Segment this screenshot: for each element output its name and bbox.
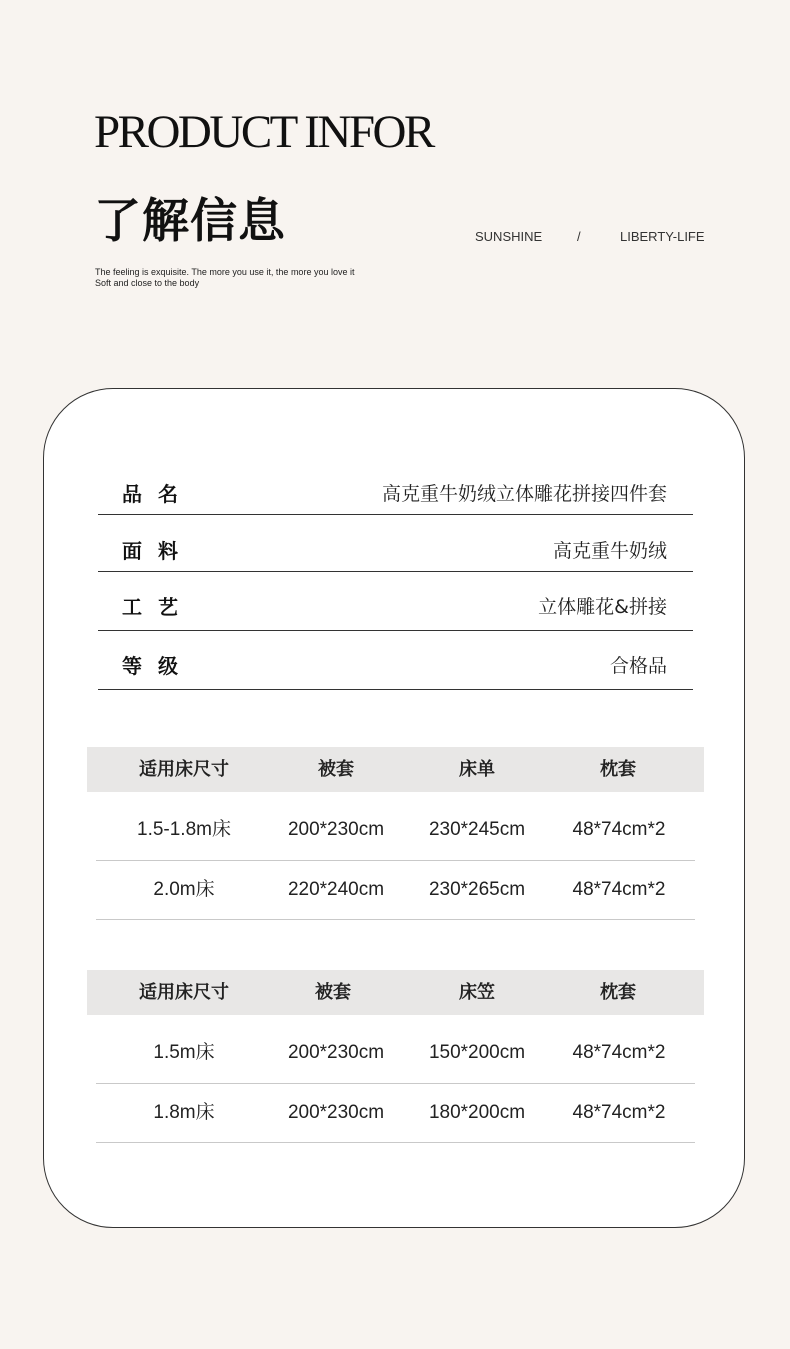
info-row-grade xyxy=(98,631,693,690)
size-table-1-header xyxy=(87,747,704,792)
table-cell: 220*240cm xyxy=(287,879,385,900)
table-cell: 2.0m床 xyxy=(153,879,215,900)
table-header-cell: 床单 xyxy=(459,759,495,780)
page-title-en: PRODUCT INFOR xyxy=(94,106,433,158)
table-cell: 48*74cm*2 xyxy=(572,819,666,840)
tagline-line-1: The feeling is exquisite. The more you use it, the more you love it xyxy=(95,267,355,277)
table-header-cell: 被套 xyxy=(318,759,354,780)
table-cell: 200*230cm xyxy=(287,819,385,840)
table-cell: 230*245cm xyxy=(428,819,526,840)
brand-right: LIBERTY-LIFE xyxy=(620,229,705,244)
info-row-fabric xyxy=(98,515,693,572)
brand-separator: / xyxy=(577,229,581,244)
info-value: 立体雕花&拼接 xyxy=(538,596,667,618)
table-row xyxy=(96,1084,695,1143)
table-cell: 180*200cm xyxy=(428,1102,526,1123)
table-row xyxy=(96,861,695,920)
table-header-cell: 床笠 xyxy=(459,982,495,1003)
page-title-cn: 了解信息 xyxy=(94,194,286,249)
tagline xyxy=(95,267,354,289)
table-cell: 230*265cm xyxy=(428,879,526,900)
table-header-cell: 适用床尺寸 xyxy=(139,759,229,780)
info-value: 高克重牛奶绒立体雕花拼接四件套 xyxy=(381,483,667,505)
table-row xyxy=(96,1024,695,1084)
table-header-cell: 枕套 xyxy=(600,759,636,780)
table-header-cell: 被套 xyxy=(315,982,351,1003)
info-value: 合格品 xyxy=(609,655,667,677)
info-label: 工艺 xyxy=(122,595,194,619)
info-label: 品名 xyxy=(122,482,194,506)
table-header-cell: 适用床尺寸 xyxy=(139,982,229,1003)
table-cell: 150*200cm xyxy=(428,1042,526,1063)
info-label: 等级 xyxy=(122,654,194,678)
table-cell: 48*74cm*2 xyxy=(572,1102,666,1123)
info-label: 面料 xyxy=(122,539,194,563)
table-cell: 1.8m床 xyxy=(153,1102,215,1123)
table-cell: 1.5-1.8m床 xyxy=(137,819,231,840)
tagline-line-2: Soft and close to the body xyxy=(95,278,200,288)
info-row-craft xyxy=(98,572,693,631)
table-cell: 200*230cm xyxy=(287,1102,385,1123)
table-cell: 1.5m床 xyxy=(153,1042,215,1063)
table-cell: 48*74cm*2 xyxy=(572,879,666,900)
table-row xyxy=(96,801,695,861)
size-table-2-header xyxy=(87,970,704,1015)
brand-left: SUNSHINE xyxy=(475,229,543,244)
table-cell: 48*74cm*2 xyxy=(572,1042,666,1063)
info-value: 高克重牛奶绒 xyxy=(552,540,667,562)
info-row-name xyxy=(98,476,693,515)
table-cell: 200*230cm xyxy=(287,1042,385,1063)
table-header-cell: 枕套 xyxy=(600,982,636,1003)
